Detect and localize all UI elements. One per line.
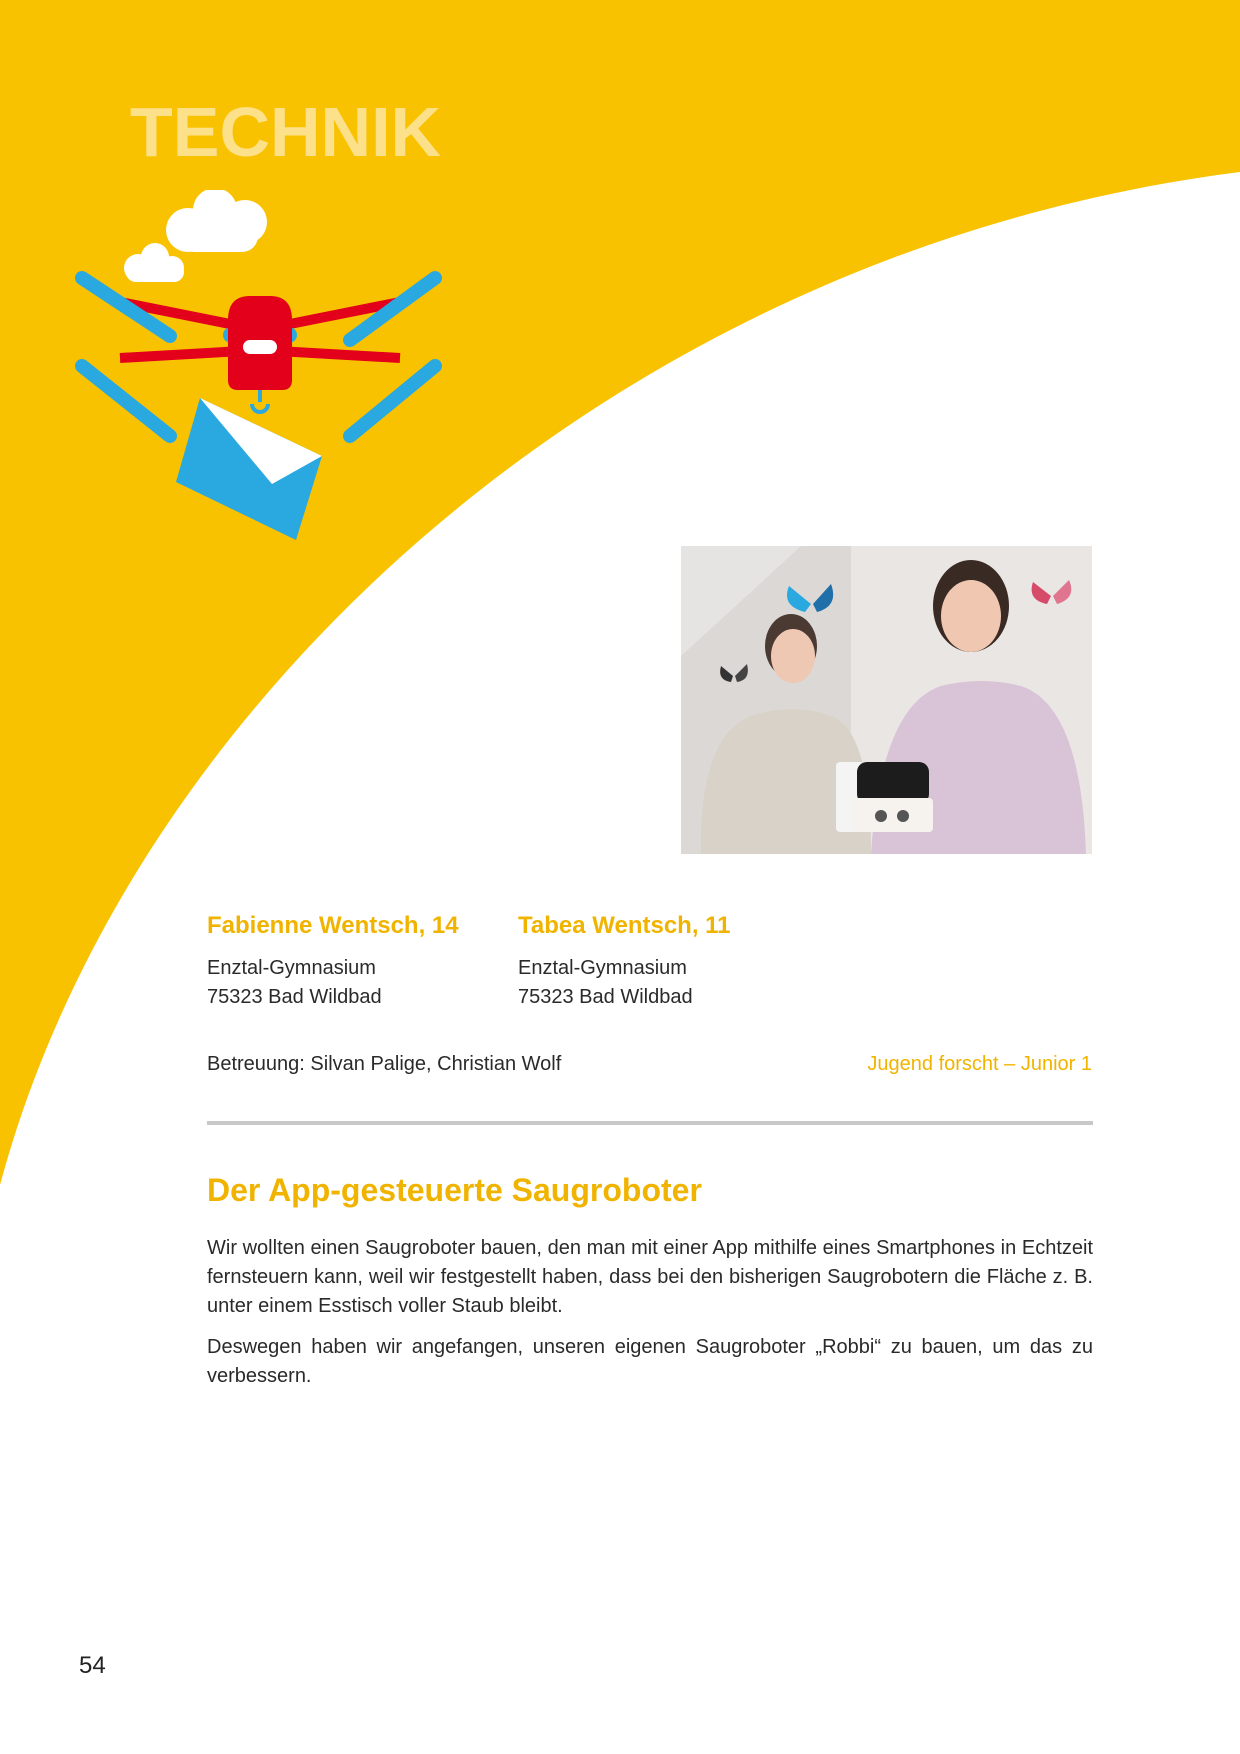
description-paragraph: Deswegen haben wir angefangen, unseren eigenen Saugroboter „Robbi“ zu bauen, um das zu verbessern. xyxy=(207,1336,1093,1387)
section-title: TECHNIK xyxy=(130,93,442,171)
participant-school: Enztal-Gymnasium xyxy=(207,957,376,979)
participant-city: 75323 Bad Wildbad xyxy=(518,986,693,1008)
envelope-icon xyxy=(176,398,322,540)
supervision-text: Betreuung: Silvan Palige, Christian Wolf xyxy=(207,1053,562,1075)
drone-illustration xyxy=(60,190,460,550)
project-title: Der App-gesteuerte Saugroboter xyxy=(207,1172,702,1208)
category-label: Jugend forscht – Junior 1 xyxy=(867,1053,1092,1075)
project-photo xyxy=(681,546,1092,854)
participant-1 xyxy=(207,912,507,1012)
description-paragraph: Wir wollten einen Saugroboter bauen, den man mit einer App mithilfe eines Smartphones in Echtzeit fernsteuern kann, weil wir festgestellt haben, dass bei den bisherigen Saugrobotern die Fläche z. B. unter einem Esstisch voller Staub bleibt. xyxy=(207,1237,1093,1317)
divider xyxy=(207,1121,1093,1125)
participant-city: 75323 Bad Wildbad xyxy=(207,986,382,1008)
cloud-icon xyxy=(166,190,267,252)
participant-school: Enztal-Gymnasium xyxy=(518,957,687,979)
cloud-icon xyxy=(124,243,184,282)
participant-2 xyxy=(518,912,818,1012)
page-number: 54 xyxy=(79,1652,106,1679)
drone-icon xyxy=(82,278,435,436)
participant-name: Tabea Wentsch, 11 xyxy=(518,912,731,939)
participant-name: Fabienne Wentsch, 14 xyxy=(207,912,459,939)
